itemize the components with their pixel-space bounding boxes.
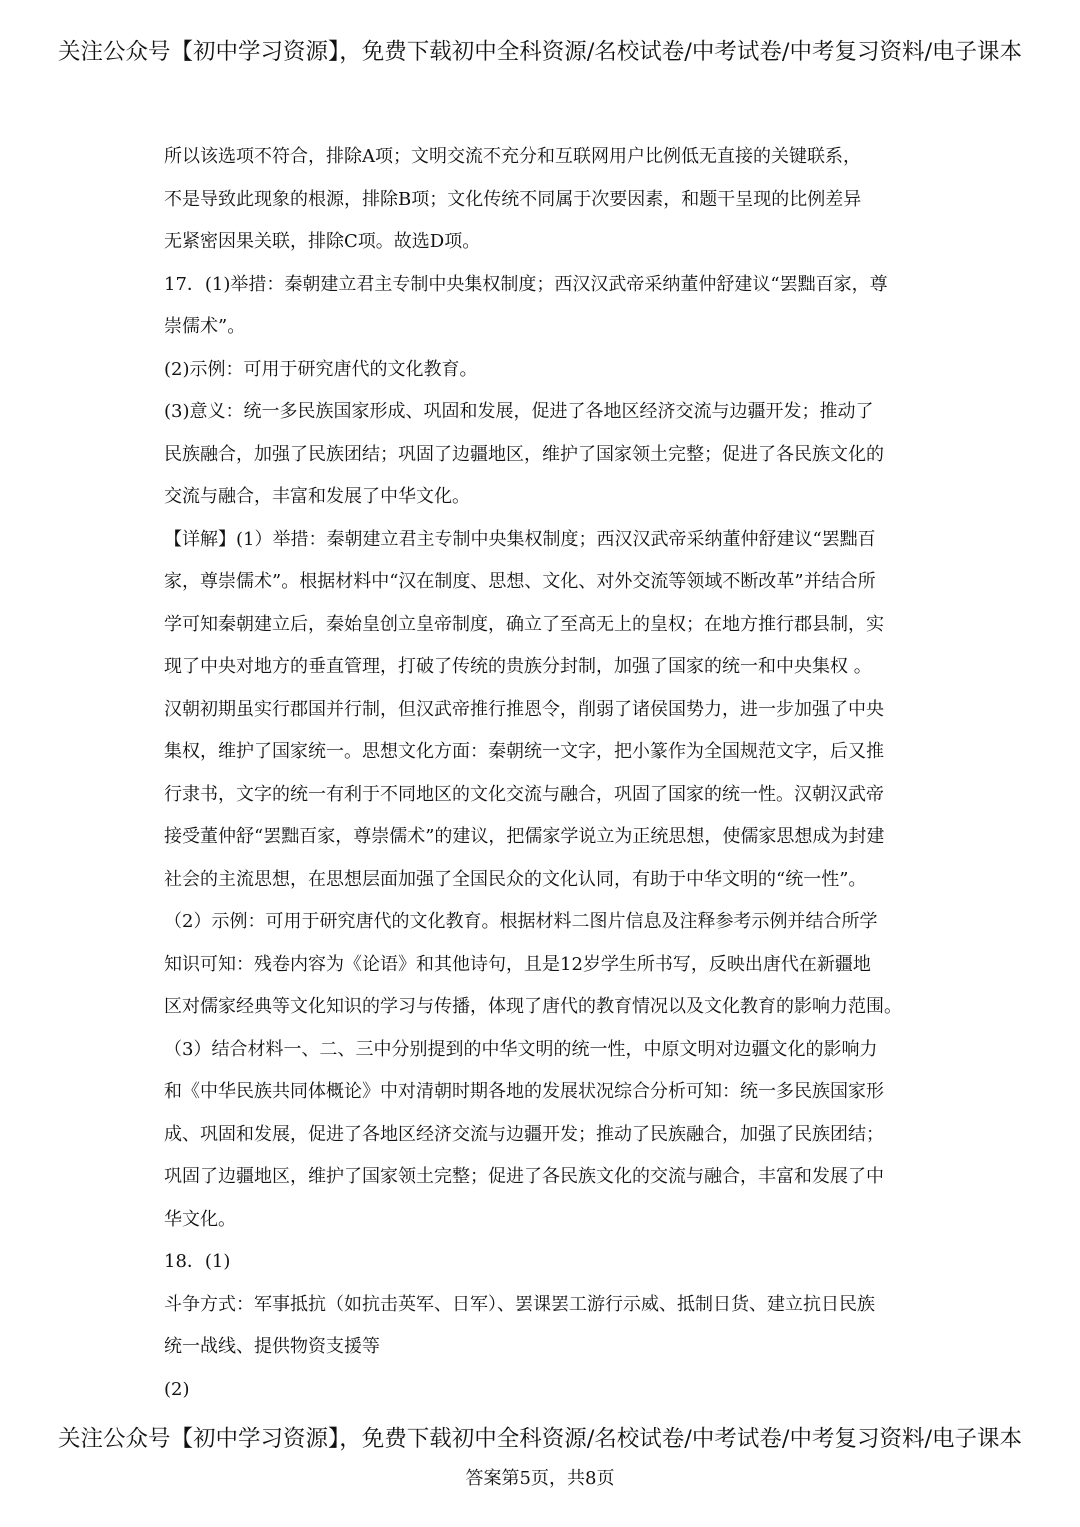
text-line: 民族融合，加强了民族团结；巩固了边疆地区，维护了国家领土完整；促进了各民族文化的: [164, 443, 884, 465]
text-line: (2): [164, 1378, 190, 1400]
text-line: 不是导致此现象的根源，排除B项；文化传统不同属于次要因素，和题干呈现的比例差异: [164, 188, 862, 210]
text-line: 成、巩固和发展，促进了各地区经济交流与边疆开发；推动了民族融合，加强了民族团结；: [164, 1123, 884, 1145]
promo-banner-top: 关注公众号【初中学习资源】，免费下载初中全科资源/名校试卷/中考试卷/中考复习资料/电子课本: [57, 39, 1023, 65]
text-line: 18．(1): [164, 1251, 231, 1272]
text-line: 崇儒术”。: [164, 316, 246, 337]
text-line: 社会的主流思想，在思想层面加强了全国民众的文化认同，有助于中华文明的“统一性”。: [164, 868, 867, 890]
text-line: 区对儒家经典等文化知识的学习与传播，体现了唐代的教育情况以及文化教育的影响力范围。: [164, 996, 902, 1017]
text-line: 学可知秦朝建立后，秦始皇创立皇帝制度，确立了至高无上的皇权；在地方推行郡县制，实: [164, 613, 884, 635]
text-line: （3）结合材料一、二、三中分别提到的中华文明的统一性，中原文明对边疆文化的影响力: [164, 1038, 878, 1060]
answer-content: [164, 136, 924, 1411]
text-line: 斗争方式：军事抵抗（如抗击英军、日军）、罢课罢工游行示威、抵制日货、建立抗日民族: [164, 1293, 875, 1315]
text-line: 现了中央对地方的垂直管理，打破了传统的贵族分封制，加强了国家的统一和中央集权 。: [164, 656, 872, 677]
text-line: 和《中华民族共同体概论》中对清朝时期各地的发展状况综合分析可知：统一多民族国家形: [164, 1081, 884, 1102]
text-line: 无紧密因果关联，排除C项。故选D项。: [164, 231, 481, 252]
text-line: 交流与融合，丰富和发展了中华文化。: [164, 486, 470, 507]
text-line: 【详解】(1）举措：秦朝建立君主专制中央集权制度；西汉汉武帝采纳董仲舒建议“罢黜百: [164, 528, 876, 550]
text-line: 行隶书，文字的统一有利于不同地区的文化交流与融合，巩固了国家的统一性。汉朝汉武帝: [164, 783, 884, 805]
text-line: (3)意义：统一多民族国家形成、巩固和发展，促进了各地区经济交流与边疆开发；推动了: [164, 401, 874, 422]
text-line: 所以该选项不符合，排除A项；文明交流不充分和互联网用户比例低无直接的关键联系，: [164, 146, 861, 167]
text-line: (2)示例：可用于研究唐代的文化教育。: [164, 358, 478, 380]
text-line: 知识可知：残卷内容为《论语》和其他诗句，且是12岁学生所书写，反映出唐代在新疆地: [164, 953, 871, 975]
text-line: 集权，维护了国家统一。思想文化方面：秦朝统一文字，把小篆作为全国规范文字，后又推: [164, 741, 884, 762]
page-number: 答案第5页，共8页: [465, 1468, 615, 1489]
text-line: 巩固了边疆地区，维护了国家领土完整；促进了各民族文化的交流与融合，丰富和发展了中: [164, 1166, 884, 1187]
text-line: （2）示例：可用于研究唐代的文化教育。根据材料二图片信息及注释参考示例并结合所学: [164, 911, 878, 932]
promo-banner-bottom: 关注公众号【初中学习资源】，免费下载初中全科资源/名校试卷/中考试卷/中考复习资料/电子课本: [57, 1426, 1023, 1452]
text-line: 接受董仲舒“罢黜百家，尊崇儒术”的建议，把儒家学说立为正统思想，使儒家思想成为封建: [164, 826, 885, 847]
text-line: 统一战线、提供物资支援等: [164, 1336, 380, 1357]
text-line: 华文化。: [164, 1208, 236, 1230]
text-line: 汉朝初期虽实行郡国并行制，但汉武帝推行推恩令，削弱了诸侯国势力，进一步加强了中央: [164, 698, 884, 720]
text-line: 17．(1)举措：秦朝建立君主专制中央集权制度；西汉汉武帝采纳董仲舒建议“罢黜百家，尊: [164, 273, 888, 295]
text-line: 家，尊崇儒术”。根据材料中“汉在制度、思想、文化、对外交流等领域不断改革”并结合所: [164, 571, 876, 592]
